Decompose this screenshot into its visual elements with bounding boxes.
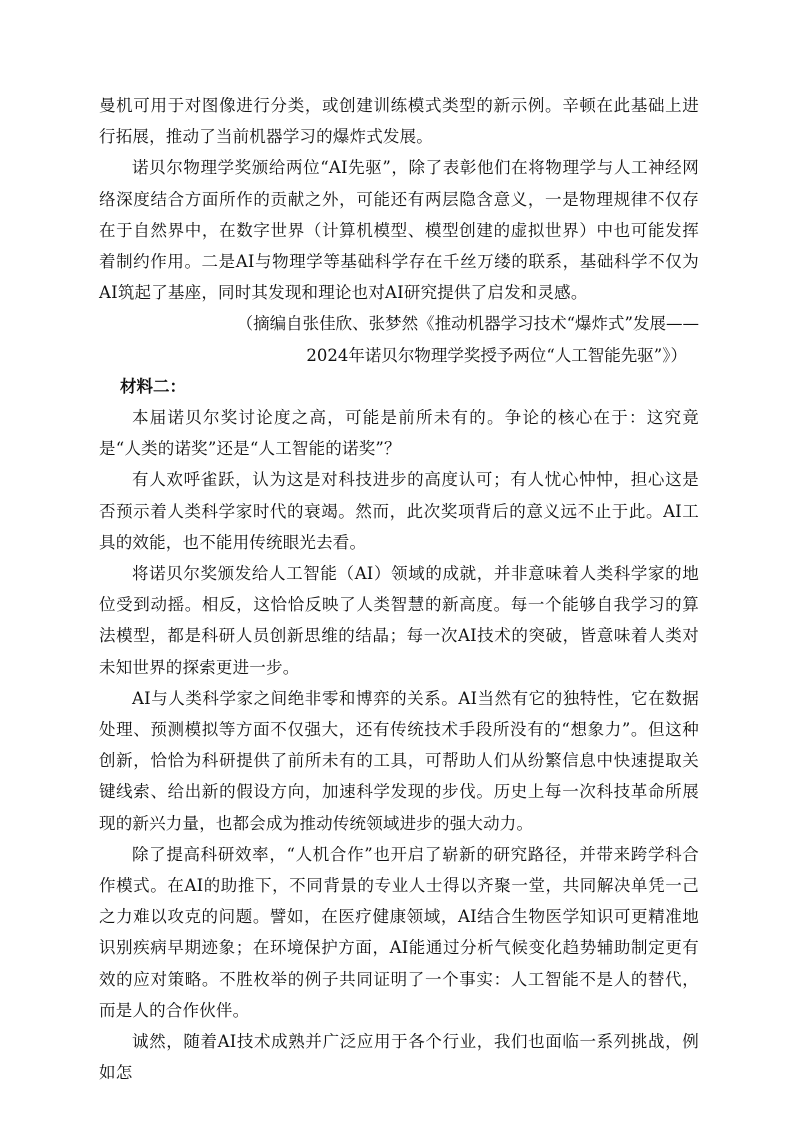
paragraph-nobel-ai-pioneers: 诺贝尔物理学奖颁给两位“AI先驱”，除了表彰他们在将物理学与人工神经网络深度结合方面所作的贡献之外，可能还有两层隐含意义，一是物理规律不仅存在于自然界中，在数字世界（计算机模型、模型创建的虚拟世界）中也可能发挥着制约作用。二是AI与物理学等基础科学存在千丝万缕的联系，基础科学不仅为AI筑起了基座，同时其发现和理论也对AI研究提供了启发和灵感。 <box>99 158 699 303</box>
paragraph-continuation: 曼机可用于对图像进行分类，或创建训练模式类型的新示例。辛顿在此基础上进行拓展，推动了当前机器学习的爆炸式发展。 <box>99 96 699 147</box>
paragraph-human-machine-cooperation: 除了提高科研效率，“人机合作”也开启了崭新的研究路径，并带来跨学科合作模式。在AI的助推下，不同背景的专业人士得以齐聚一堂，共同解决单凭一己之力难以攻克的问题。譬如，在医疗健康领域，AI结合生物医学知识可更精准地识别疾病早期迹象；在环境保护方面，AI能通过分析气候变化趋势辅助制定更有效的应对策略。不胜枚举的例子共同证明了一个事实：人工智能不是人的替代，而是人的合作伙伴。 <box>99 844 699 1020</box>
paragraph-human-wisdom: 将诺贝尔奖颁发给人工智能（AI）领域的成就，并非意味着人类科学家的地位受到动摇。相反，这恰恰反映了人类智慧的新高度。每一个能够自我学习的算法模型，都是科研人员创新思维的结晶；每一次AI技术的突破，皆意味着人类对未知世界的探索更进一步。 <box>99 564 699 677</box>
paragraph-challenges: 诚然，随着AI技术成熟并广泛应用于各个行业，我们也面临一系列挑战，例如怎 <box>99 1032 699 1083</box>
source-citation-line1: （摘编自张佳欣、张梦然《推动机器学习技术“爆炸式”发展—— <box>236 314 699 334</box>
document-page <box>99 90 699 1089</box>
paragraph-reactions: 有人欢呼雀跃，认为这是对科技进步的高度认可；有人忧心忡忡，担心这是否预示着人类科学家时代的衰竭。然而，此次奖项背后的意义远不止于此。AI工具的效能，也不能用传统眼光去看。 <box>99 470 699 552</box>
material-two-heading: 材料二： <box>120 376 186 396</box>
paragraph-discussion: 本届诺贝尔奖讨论度之高，可能是前所未有的。争论的核心在于：这究竟是“人类的诺奖”还是“人工智能的诺奖”？ <box>99 408 699 459</box>
paragraph-not-zero-sum: AI与人类科学家之间绝非零和博弈的关系。AI当然有它的独特性，它在数据处理、预测模拟等方面不仅强大，还有传统技术手段所没有的“想象力”。但这种创新，恰恰为科研提供了前所未有的工具，可帮助人们从纷繁信息中快速提取关键线索、给出新的假设方向，加速科学发现的步伐。历史上每一次科技革命所展现的新兴力量，也都会成为推动传统领域进步的强大动力。 <box>99 688 699 833</box>
source-citation-line2: 2024年诺贝尔物理学奖授予两位“人工智能先驱”》） <box>306 345 687 365</box>
